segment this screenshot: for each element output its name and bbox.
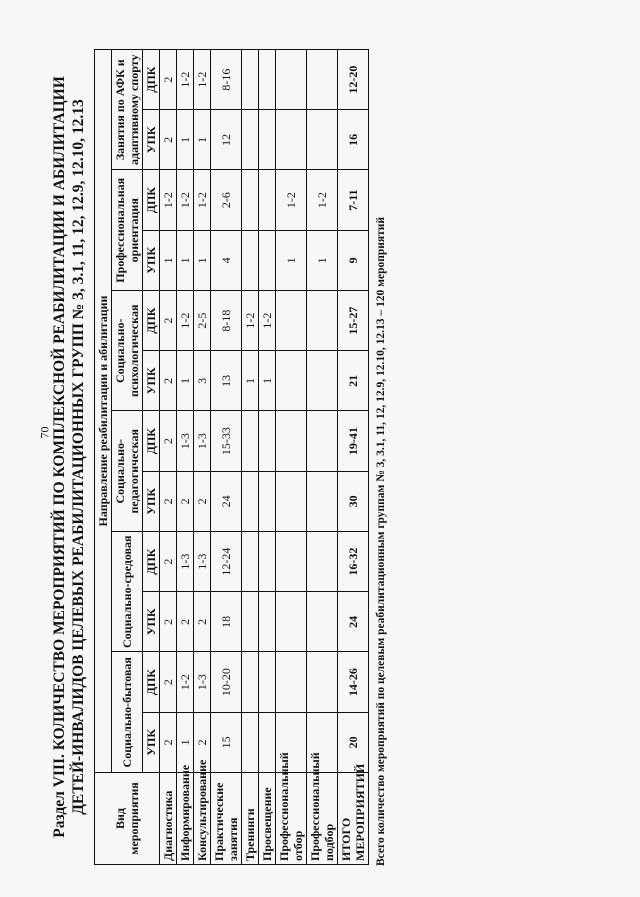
value-cell: 2 bbox=[160, 652, 177, 712]
value-cell: 1 bbox=[160, 230, 177, 290]
upk-header: УПК bbox=[143, 109, 160, 169]
value-cell bbox=[307, 531, 338, 591]
group-header: Профессиональная ориентация bbox=[112, 170, 143, 291]
value-cell: 1-3 bbox=[177, 411, 194, 471]
value-cell bbox=[307, 49, 338, 109]
value-cell: 19-41 bbox=[338, 411, 369, 471]
dpk-header: ДПК bbox=[143, 170, 160, 230]
value-cell bbox=[242, 652, 259, 712]
value-cell bbox=[242, 109, 259, 169]
value-cell bbox=[259, 170, 276, 230]
measures-table bbox=[94, 49, 369, 865]
value-cell bbox=[242, 411, 259, 471]
value-cell bbox=[276, 652, 307, 712]
value-cell: 24 bbox=[338, 591, 369, 651]
value-cell: 2 bbox=[160, 531, 177, 591]
value-cell: 2 bbox=[160, 591, 177, 651]
value-cell: 16-32 bbox=[338, 531, 369, 591]
value-cell: 1-3 bbox=[194, 531, 211, 591]
value-cell: 1 bbox=[242, 350, 259, 410]
value-cell: 2 bbox=[160, 49, 177, 109]
value-cell: 20 bbox=[338, 712, 369, 772]
value-cell: 1-3 bbox=[194, 411, 211, 471]
value-cell: 10-20 bbox=[211, 652, 242, 712]
value-cell: 16 bbox=[338, 109, 369, 169]
value-cell: 1 bbox=[307, 230, 338, 290]
total-row bbox=[338, 49, 369, 864]
upk-header: УПК bbox=[143, 591, 160, 651]
value-cell: 1-3 bbox=[177, 531, 194, 591]
upk-header: УПК bbox=[143, 230, 160, 290]
direction-header: Направление реабилитации и абилитации bbox=[95, 49, 112, 772]
value-cell: 1 bbox=[177, 230, 194, 290]
table-row bbox=[211, 49, 242, 864]
value-cell bbox=[276, 471, 307, 531]
dpk-header: ДПК bbox=[143, 49, 160, 109]
title-line-2: ДЕТЕЙ-ИНВАЛИДОВ ЦЕЛЕВЫХ РЕАБИЛИТАЦИОННЫХ ГРУПП № 3, 3.1, 11, 12, 12.9, 12.10, 12.13 bbox=[70, 98, 87, 815]
value-cell bbox=[259, 652, 276, 712]
value-cell bbox=[259, 531, 276, 591]
value-cell: 1-2 bbox=[276, 170, 307, 230]
value-cell bbox=[242, 591, 259, 651]
value-cell bbox=[276, 109, 307, 169]
dpk-header: ДПК bbox=[143, 652, 160, 712]
table-row bbox=[307, 49, 338, 864]
value-cell: 21 bbox=[338, 350, 369, 410]
value-cell: 1-3 bbox=[194, 652, 211, 712]
rotated-content bbox=[50, 42, 610, 872]
group-header: Социально-средовая bbox=[112, 531, 143, 652]
value-cell: 12 bbox=[211, 109, 242, 169]
value-cell: 4 bbox=[211, 230, 242, 290]
group-header: Социально-бытовая bbox=[112, 652, 143, 773]
group-header: Социально-педагогическая bbox=[112, 411, 143, 532]
upk-header: УПК bbox=[143, 350, 160, 410]
row-label: Практические занятия bbox=[211, 772, 242, 864]
value-cell: 1-2 bbox=[177, 290, 194, 350]
value-cell bbox=[242, 49, 259, 109]
value-cell: 2 bbox=[194, 471, 211, 531]
value-cell bbox=[276, 49, 307, 109]
value-cell bbox=[259, 109, 276, 169]
value-cell bbox=[242, 230, 259, 290]
value-cell bbox=[259, 591, 276, 651]
value-cell bbox=[242, 471, 259, 531]
value-cell: 2 bbox=[177, 591, 194, 651]
section-title bbox=[50, 42, 88, 872]
table-row bbox=[177, 49, 194, 864]
value-cell: 12-24 bbox=[211, 531, 242, 591]
table-row bbox=[194, 49, 211, 864]
value-cell: 1 bbox=[194, 109, 211, 169]
dpk-header: ДПК bbox=[143, 290, 160, 350]
table-row bbox=[259, 49, 276, 864]
value-cell: 2 bbox=[160, 350, 177, 410]
row-label: Консультирование bbox=[194, 772, 211, 864]
value-cell bbox=[259, 230, 276, 290]
value-cell: 15-27 bbox=[338, 290, 369, 350]
table-row bbox=[276, 49, 307, 864]
upk-header: УПК bbox=[143, 712, 160, 772]
value-cell bbox=[259, 49, 276, 109]
value-cell: 15-33 bbox=[211, 411, 242, 471]
value-cell: 7-11 bbox=[338, 170, 369, 230]
value-cell: 18 bbox=[211, 591, 242, 651]
value-cell: 1 bbox=[259, 350, 276, 410]
value-cell bbox=[259, 471, 276, 531]
value-cell: 1-2 bbox=[177, 170, 194, 230]
value-cell: 30 bbox=[338, 471, 369, 531]
value-cell: 8-16 bbox=[211, 49, 242, 109]
row-label: Тренинги bbox=[242, 772, 259, 864]
row-label: Профессиональный отбор bbox=[276, 772, 307, 864]
value-cell: 2-5 bbox=[194, 290, 211, 350]
value-cell: 2-6 bbox=[211, 170, 242, 230]
value-cell: 1-2 bbox=[177, 652, 194, 712]
value-cell: 1 bbox=[194, 230, 211, 290]
value-cell bbox=[276, 531, 307, 591]
value-cell bbox=[276, 350, 307, 410]
dpk-header: ДПК bbox=[143, 411, 160, 471]
value-cell bbox=[242, 170, 259, 230]
value-cell: 2 bbox=[194, 591, 211, 651]
row-label: Информирование bbox=[177, 772, 194, 864]
value-cell: 1-2 bbox=[307, 170, 338, 230]
value-cell: 12-20 bbox=[338, 49, 369, 109]
value-cell: 15 bbox=[211, 712, 242, 772]
value-cell: 1-2 bbox=[242, 290, 259, 350]
value-cell: 13 bbox=[211, 350, 242, 410]
value-cell: 1 bbox=[177, 109, 194, 169]
value-cell: 24 bbox=[211, 471, 242, 531]
page-number: 70 bbox=[37, 426, 52, 439]
row-label: ИТОГО МЕРОПРИЯТИЙ bbox=[338, 772, 369, 864]
value-cell: 1-2 bbox=[194, 49, 211, 109]
value-cell: 2 bbox=[160, 712, 177, 772]
upk-header: УПК bbox=[143, 471, 160, 531]
value-cell bbox=[276, 411, 307, 471]
value-cell: 1 bbox=[177, 350, 194, 410]
value-cell: 2 bbox=[177, 471, 194, 531]
value-cell: 14-26 bbox=[338, 652, 369, 712]
row-label: Диагностика bbox=[160, 772, 177, 864]
value-cell: 2 bbox=[160, 411, 177, 471]
value-cell bbox=[276, 290, 307, 350]
group-header: Занятия по АФК и адаптивному спорту bbox=[112, 49, 143, 170]
value-cell bbox=[307, 350, 338, 410]
value-cell bbox=[242, 531, 259, 591]
group-header: Социально-психологическая bbox=[112, 290, 143, 411]
value-cell bbox=[307, 591, 338, 651]
value-cell: 9 bbox=[338, 230, 369, 290]
value-cell bbox=[242, 712, 259, 772]
value-cell bbox=[307, 652, 338, 712]
row-label: Просвещение bbox=[259, 772, 276, 864]
value-cell bbox=[276, 591, 307, 651]
value-cell bbox=[307, 471, 338, 531]
title-line-1: Раздел VIII. КОЛИЧЕСТВО МЕРОПРИЯТИЙ ПО КОМПЛЕКСНОЙ РЕАБИЛИТАЦИИ И АБИЛИТАЦИИ bbox=[51, 75, 68, 838]
value-cell: 2 bbox=[160, 471, 177, 531]
value-cell: 1 bbox=[177, 712, 194, 772]
value-cell bbox=[259, 411, 276, 471]
value-cell: 1-2 bbox=[160, 170, 177, 230]
value-cell: 1-2 bbox=[194, 170, 211, 230]
value-cell: 2 bbox=[194, 712, 211, 772]
value-cell: 8-18 bbox=[211, 290, 242, 350]
total-note: Всего количество мероприятий по целевым реабилитационным группам № 3, 3.1, 11, 12, 12.9, 12.10, 12.13 – 120 мероприятий bbox=[375, 216, 387, 866]
row-label: Профессиональный подбор bbox=[307, 772, 338, 864]
value-cell bbox=[307, 109, 338, 169]
value-cell: 1-2 bbox=[177, 49, 194, 109]
dpk-header: ДПК bbox=[143, 531, 160, 591]
value-cell bbox=[307, 411, 338, 471]
value-cell bbox=[259, 712, 276, 772]
table-row bbox=[242, 49, 259, 864]
value-cell: 2 bbox=[160, 290, 177, 350]
value-cell: 1 bbox=[276, 230, 307, 290]
value-cell bbox=[307, 290, 338, 350]
col-header-type: Вид мероприятия bbox=[95, 772, 160, 864]
value-cell: 1-2 bbox=[259, 290, 276, 350]
value-cell: 2 bbox=[160, 109, 177, 169]
table-row bbox=[160, 49, 177, 864]
value-cell: 3 bbox=[194, 350, 211, 410]
